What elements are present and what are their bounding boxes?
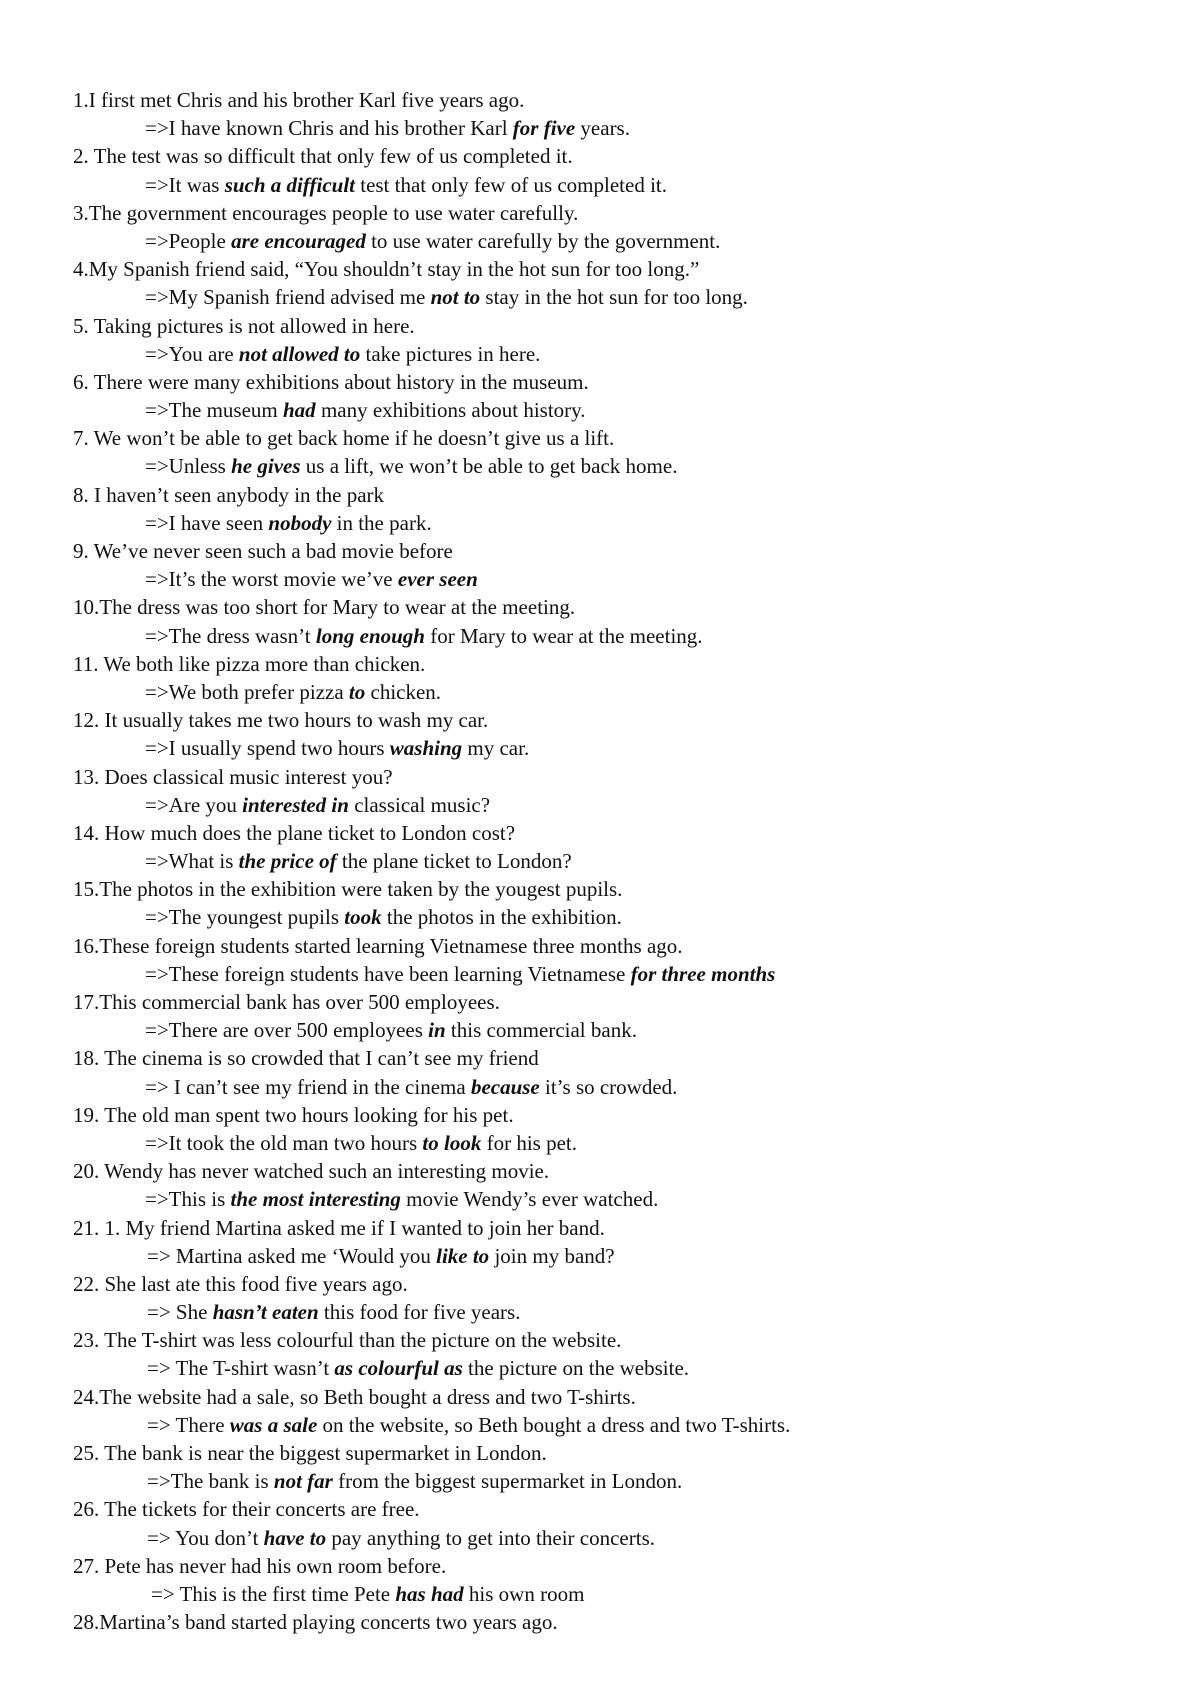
answer-line	[73, 1242, 1173, 1270]
answer-prefix: =>This is	[145, 1187, 231, 1212]
answer-keyword: has had	[395, 1581, 464, 1606]
answer-keyword: he gives	[231, 454, 301, 479]
answer-suffix: in the park.	[331, 510, 432, 535]
answer-suffix: take pictures in here.	[360, 341, 541, 366]
answer-keyword: not to	[430, 285, 481, 310]
answer-suffix: this food for five years.	[318, 1300, 521, 1325]
question-line: 6. There were many exhibitions about history in the museum.	[73, 369, 589, 394]
answer-line	[73, 1129, 1173, 1157]
question-line: 2. The test was so difficult that only few of us completed it.	[73, 144, 573, 169]
answer-prefix: =>It was	[145, 172, 225, 197]
answer-suffix: from the biggest supermarket in London.	[332, 1469, 683, 1494]
question-line: 11. We both like pizza more than chicken.	[73, 651, 426, 676]
answer-keyword: are encouraged	[231, 228, 366, 253]
answer-prefix: =>I usually spend two hours	[145, 736, 390, 761]
answer-prefix: =>What is	[145, 849, 239, 874]
answer-keyword: such a difficult	[224, 172, 355, 197]
answer-prefix: => The T-shirt wasn’t	[147, 1356, 335, 1381]
answer-suffix: years.	[575, 116, 630, 141]
answer-prefix: =>My Spanish friend advised me	[145, 285, 431, 310]
question-line: 20. Wendy has never watched such an interesting movie.	[73, 1159, 550, 1184]
question-line: 24.The website had a sale, so Beth bought a dress and two T-shirts.	[73, 1384, 636, 1409]
question-line: 22. She last ate this food five years ago.	[73, 1271, 408, 1296]
question-line: 28.Martina’s band started playing concerts two years ago.	[73, 1610, 558, 1635]
answer-prefix: => I can’t see my friend in the cinema	[145, 1074, 471, 1099]
answer-line	[73, 903, 1173, 931]
question-line: 10.The dress was too short for Mary to wear at the meeting.	[73, 595, 576, 620]
answer-line	[73, 678, 1173, 706]
answer-keyword: had	[283, 398, 316, 423]
answer-prefix: =>People	[145, 228, 232, 253]
answer-prefix: => She	[147, 1300, 213, 1325]
answer-line	[73, 396, 1173, 424]
question-line: 26. The tickets for their concerts are free.	[73, 1497, 420, 1522]
answer-prefix: =>You are	[145, 341, 239, 366]
answer-line	[73, 847, 1173, 875]
answer-line	[73, 1467, 1173, 1495]
answer-prefix: =>There are over 500 employees	[145, 1018, 429, 1043]
question-line: 9. We’ve never seen such a bad movie before	[73, 539, 453, 563]
answer-line	[73, 1580, 1173, 1608]
answer-prefix: =>It’s the worst movie we’ve	[145, 567, 398, 592]
question-line: 23. The T-shirt was less colourful than the picture on the website.	[73, 1328, 622, 1353]
question-line: 16.These foreign students started learning Vietnamese three months ago.	[73, 933, 683, 958]
answer-prefix: =>The museum	[145, 398, 283, 423]
answer-line	[73, 622, 1173, 650]
answer-suffix: for his pet.	[481, 1130, 577, 1155]
question-line: 21. 1. My friend Martina asked me if I wanted to join her band.	[73, 1215, 605, 1240]
question-line: 4.My Spanish friend said, “You shouldn’t stay in the hot sun for too long.”	[73, 257, 700, 282]
question-line: 18. The cinema is so crowded that I can’t see my friend	[73, 1046, 539, 1071]
question-line: 25. The bank is near the biggest supermarket in London.	[73, 1441, 547, 1465]
answer-line	[73, 734, 1173, 762]
answer-prefix: =>Unless	[145, 454, 232, 479]
answer-suffix: chicken.	[365, 679, 442, 704]
answer-keyword: took	[344, 905, 382, 930]
answer-keyword: not allowed to	[238, 341, 361, 366]
answer-line	[73, 1073, 1173, 1101]
answer-keyword: the most interesting	[230, 1187, 401, 1212]
answer-line	[73, 452, 1173, 480]
answer-suffix: many exhibitions about history.	[315, 398, 586, 423]
answer-line	[73, 565, 1173, 593]
answer-line	[73, 227, 1173, 255]
answer-prefix: => You don’t	[147, 1525, 264, 1550]
answer-keyword: to look	[422, 1130, 482, 1155]
answer-keyword: in	[428, 1018, 446, 1043]
answer-prefix: => There	[147, 1412, 230, 1437]
question-line: 7. We won’t be able to get back home if he doesn’t give us a lift.	[73, 426, 615, 451]
answer-keyword: ever seen	[397, 567, 478, 592]
question-line: 14. How much does the plane ticket to London cost?	[73, 820, 516, 845]
answer-keyword: as colourful as	[334, 1356, 463, 1381]
answer-line	[73, 1354, 1173, 1382]
answer-keyword: have to	[263, 1525, 327, 1550]
answer-keyword: hasn’t eaten	[212, 1300, 319, 1325]
answer-keyword: long enough	[315, 623, 425, 648]
question-line: 19. The old man spent two hours looking for his pet.	[73, 1102, 514, 1127]
answer-line	[73, 509, 1173, 537]
answer-keyword: not far	[273, 1469, 333, 1494]
exercise-document	[73, 86, 1173, 1636]
answer-prefix: =>I have seen	[145, 510, 269, 535]
answer-keyword: because	[470, 1074, 540, 1099]
answer-line	[73, 171, 1173, 199]
answer-suffix: the photos in the exhibition.	[381, 905, 622, 930]
answer-keyword: interested in	[242, 792, 349, 817]
answer-prefix: =>The dress wasn’t	[145, 623, 316, 648]
question-line: 8. I haven’t seen anybody in the park	[73, 482, 385, 507]
answer-prefix: => Martina asked me ‘Would you	[147, 1243, 437, 1268]
answer-line	[73, 283, 1173, 311]
question-line: 3.The government encourages people to use water carefully.	[73, 200, 579, 225]
answer-suffix: this commercial bank.	[445, 1018, 637, 1043]
answer-prefix: =>The youngest pupils	[145, 905, 345, 930]
answer-prefix: => This is the first time Pete	[151, 1581, 396, 1606]
answer-suffix: on the website, so Beth bought a dress and two T-shirts.	[317, 1412, 791, 1437]
answer-prefix: =>The bank is	[147, 1469, 274, 1494]
answer-prefix: =>These foreign students have been learning Vietnamese	[145, 961, 631, 986]
answer-keyword: the price of	[238, 849, 337, 874]
answer-keyword: to	[348, 679, 366, 704]
question-line: 5. Taking pictures is not allowed in here.	[73, 313, 415, 338]
answer-line	[73, 1298, 1173, 1326]
question-line: 17.This commercial bank has over 500 employees.	[73, 990, 500, 1014]
answer-prefix: =>I have known Chris and his brother Karl	[145, 116, 513, 141]
answer-suffix: test that only few of us completed it.	[354, 172, 668, 197]
question-line: 15.The photos in the exhibition were taken by the yougest pupils.	[73, 877, 623, 902]
answer-line	[73, 1185, 1173, 1213]
answer-keyword: was a sale	[229, 1412, 318, 1437]
answer-suffix: to use water carefully by the government.	[365, 228, 721, 253]
answer-suffix: stay in the hot sun for too long.	[480, 285, 748, 310]
answer-suffix: the plane ticket to London?	[336, 849, 572, 874]
answer-suffix: pay anything to get into their concerts.	[326, 1525, 655, 1550]
answer-suffix: classical music?	[348, 792, 491, 817]
answer-keyword: for three months	[630, 961, 776, 986]
answer-suffix: his own room	[463, 1581, 585, 1606]
question-line: 13. Does classical music interest you?	[73, 764, 393, 789]
answer-prefix: =>It took the old man two hours	[145, 1130, 423, 1155]
answer-keyword: washing	[389, 736, 463, 761]
answer-suffix: for Mary to wear at the meeting.	[424, 623, 703, 648]
answer-suffix: it’s so crowded.	[539, 1074, 678, 1099]
answer-prefix: =>We both prefer pizza	[145, 679, 349, 704]
answer-keyword: nobody	[268, 510, 332, 535]
answer-prefix: =>Are you	[145, 792, 243, 817]
answer-line	[73, 791, 1173, 819]
answer-line	[73, 1411, 1173, 1439]
answer-suffix: join my band?	[489, 1243, 615, 1268]
answer-suffix: my car.	[462, 736, 530, 761]
answer-suffix: movie Wendy’s ever watched.	[400, 1187, 659, 1212]
question-line: 27. Pete has never had his own room before.	[73, 1553, 447, 1578]
question-line: 12. It usually takes me two hours to wash my car.	[73, 708, 489, 733]
answer-line	[73, 960, 1173, 988]
question-line: 1.I first met Chris and his brother Karl five years ago.	[73, 88, 525, 112]
answer-suffix: the picture on the website.	[462, 1356, 690, 1381]
answer-line	[73, 1016, 1173, 1044]
answer-keyword: for five	[512, 116, 576, 141]
answer-line	[73, 1524, 1173, 1552]
answer-line	[73, 114, 1173, 142]
answer-line	[73, 340, 1173, 368]
answer-suffix: us a lift, we won’t be able to get back home.	[300, 454, 678, 479]
answer-keyword: like to	[436, 1243, 490, 1268]
